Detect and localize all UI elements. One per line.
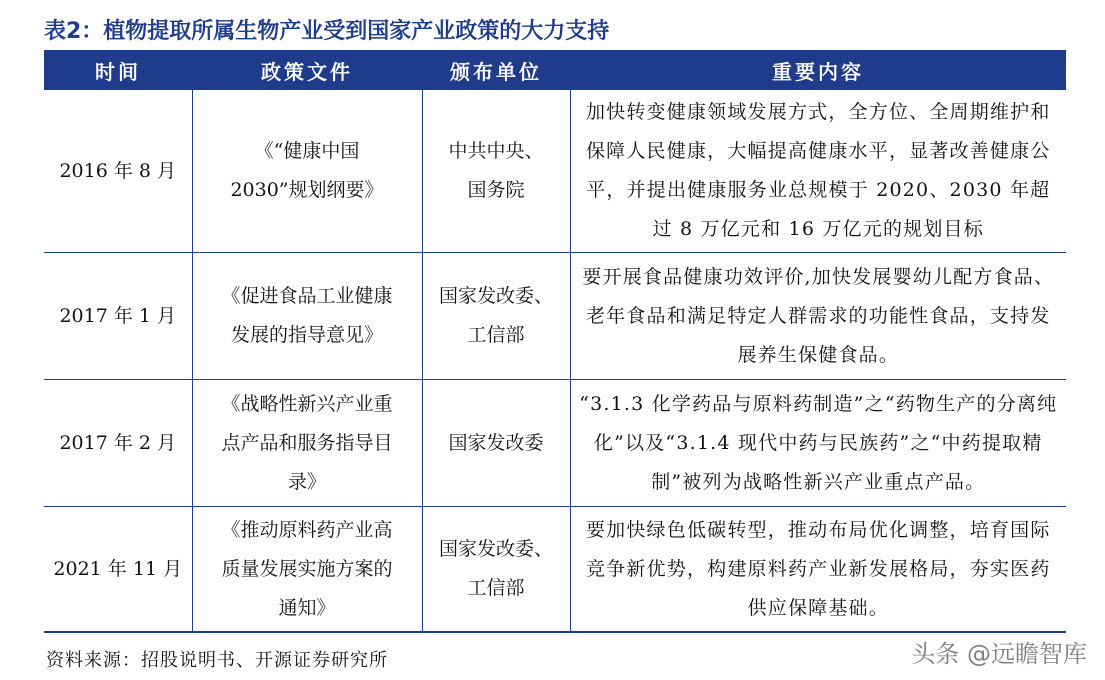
table-title: 表2：植物提取所属生物产业受到国家产业政策的大力支持 [44,19,610,44]
cell-content: 加快转变健康领域发展方式，全方位、全周期维护和保障人民健康，大幅提高健康水平，显著改善健康公平，并提出健康服务业总规模于 2020、2030 年超过 8 万亿元和 16 万亿元的规划目标 [570,90,1066,253]
table-row [44,253,1066,380]
column-header-time: 时间 [44,50,192,90]
column-header-content: 重要内容 [570,50,1066,90]
cell-content: 要开展食品健康功效评价,加快发展婴幼儿配方食品、老年食品和满足特定人群需求的功能性食品，支持发展养生保健食品。 [570,253,1066,380]
cell-content: “3.1.3 化学药品与原料药制造”之“药物生产的分离纯化”以及“3.1.4 现代中药与民族药”之“中药提取精制”被列为战略性新兴产业重点产品。 [570,380,1066,507]
table-header-row [44,50,1066,90]
table-row [44,380,1066,507]
table-row [44,90,1066,253]
table-row [44,507,1066,633]
cell-document: 《促进食品工业健康发展的指导意见》 [192,253,422,380]
policy-table [44,50,1066,633]
cell-content: 要加快绿色低碳转型，推动布局优化调整，培育国际竞争新优势，构建原料药产业新发展格局，夯实医药供应保障基础。 [570,507,1066,633]
cell-time: 2016 年 8 月 [44,90,192,253]
cell-issuer: 国家发改委、工信部 [422,507,570,633]
cell-time: 2021 年 11 月 [44,507,192,633]
column-header-document: 政策文件 [192,50,422,90]
cell-time: 2017 年 1 月 [44,253,192,380]
source-note: 资料来源：招股说明书、开源证券研究所 [46,650,388,671]
cell-time: 2017 年 2 月 [44,380,192,507]
cell-document: 《战略性新兴产业重点产品和服务指导目录》 [192,380,422,507]
cell-issuer: 中共中央、国务院 [422,90,570,253]
cell-issuer: 国家发改委、工信部 [422,253,570,380]
cell-document: 《“健康中国 2030”规划纲要》 [192,90,422,253]
watermark: 头条 @远瞻智库 [911,640,1087,668]
cell-issuer: 国家发改委 [422,380,570,507]
cell-document: 《推动原料药产业高质量发展实施方案的通知》 [192,507,422,633]
column-header-issuer: 颁布单位 [422,50,570,90]
